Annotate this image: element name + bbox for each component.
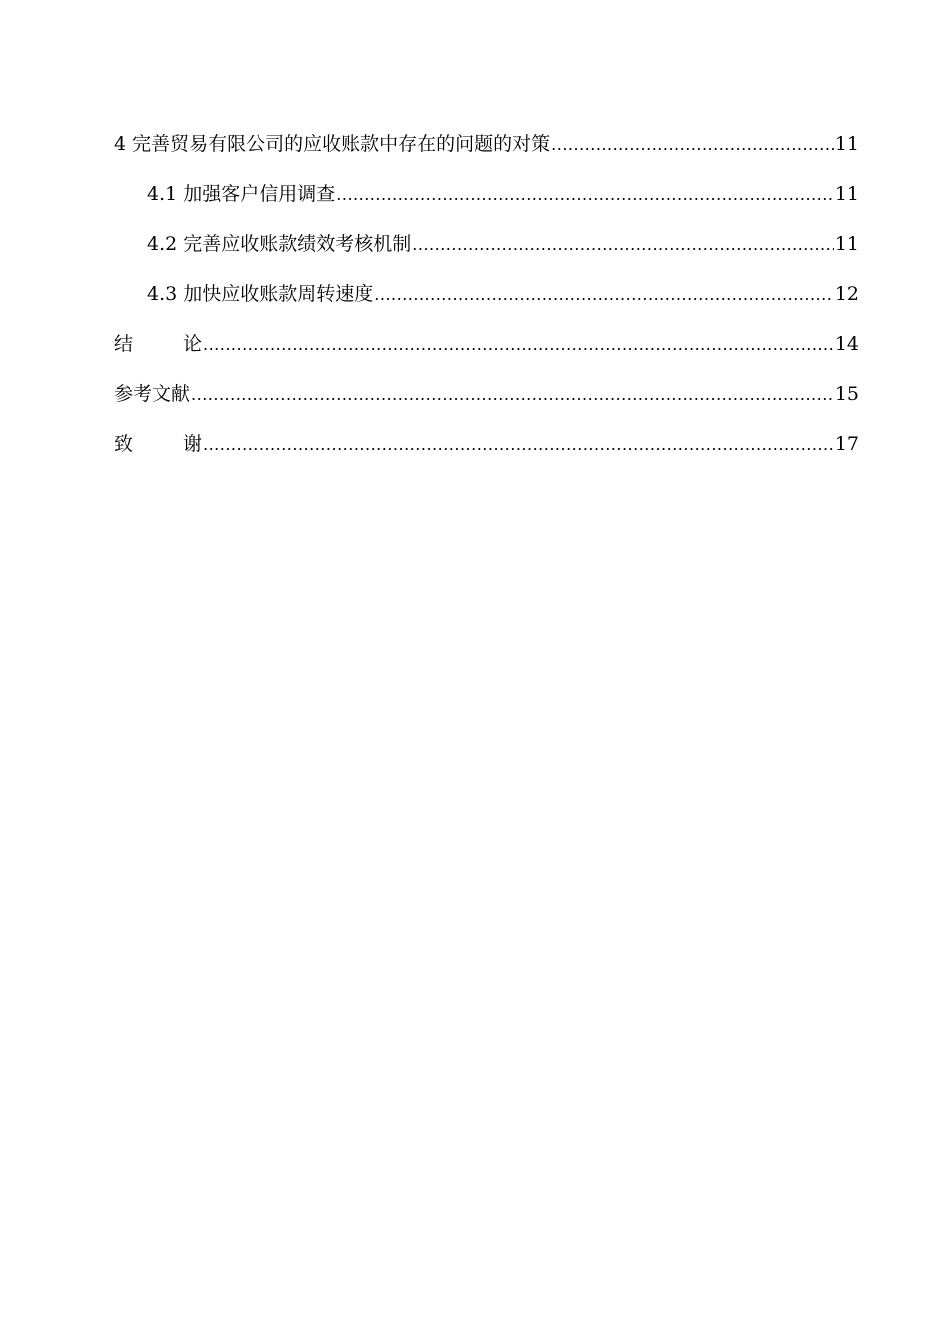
toc-entry-4-3[interactable]	[114, 274, 859, 324]
table-of-contents	[114, 124, 859, 474]
toc-entry-title: 4 完善贸易有限公司的应收账款中存在的问题的对策	[114, 133, 551, 155]
toc-entry-4-2[interactable]	[114, 224, 859, 274]
toc-entry-page-number: 15	[834, 383, 859, 405]
toc-entry-references[interactable]	[114, 374, 859, 424]
toc-dot-leader	[412, 225, 834, 265]
toc-dot-leader	[203, 325, 834, 365]
toc-dot-leader	[551, 125, 834, 165]
toc-entry-4-1[interactable]	[114, 174, 859, 224]
toc-entry-page-number: 11	[834, 233, 859, 255]
toc-entry-page-number: 11	[834, 133, 859, 155]
toc-entry-page-number: 17	[834, 433, 859, 455]
toc-entry-acknowledgements[interactable]	[114, 424, 859, 474]
toc-dot-leader	[203, 425, 834, 465]
toc-entry-chapter-4[interactable]	[114, 124, 859, 174]
toc-dot-leader	[336, 175, 834, 215]
toc-dot-leader	[374, 275, 834, 315]
toc-entry-title: 4.2 完善应收账款绩效考核机制	[147, 233, 412, 255]
toc-entry-page-number: 11	[834, 183, 859, 205]
toc-entry-title: 4.1 加强客户信用调查	[147, 183, 336, 205]
toc-entry-title: 参考文献	[114, 383, 191, 405]
toc-entry-conclusion[interactable]	[114, 324, 859, 374]
toc-entry-title: 4.3 加快应收账款周转速度	[147, 283, 374, 305]
toc-entry-title: 结 论	[114, 333, 202, 355]
toc-entry-page-number: 14	[834, 333, 859, 355]
toc-dot-leader	[191, 375, 834, 415]
toc-entry-title: 致 谢	[114, 433, 202, 455]
toc-entry-page-number: 12	[834, 283, 859, 305]
